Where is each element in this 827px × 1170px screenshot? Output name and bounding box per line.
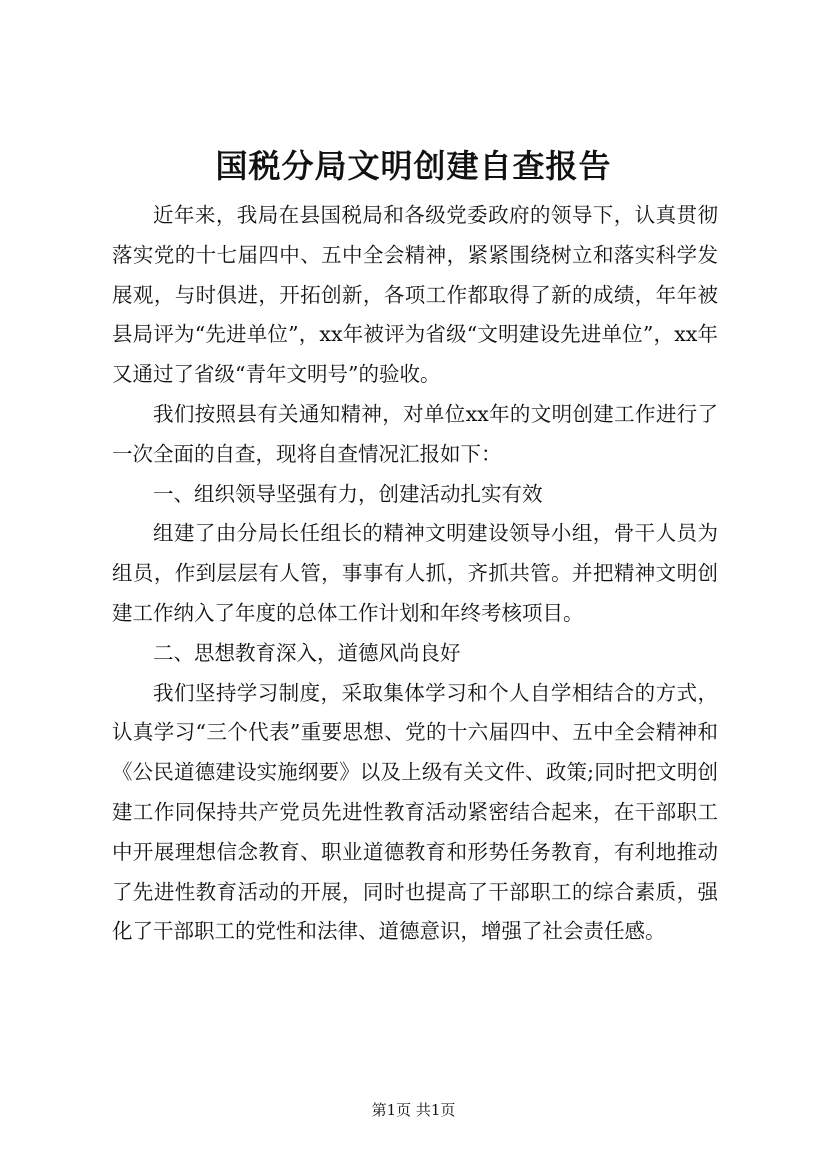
paragraph-intro: 近年来，我局在县国税局和各级党委政府的领导下，认真贯彻落实党的十七届四中、五中全会精神，紧紧围绕树立和落实科学发展观，与时俱进，开拓创新，各项工作都取得了新的成绩，年年被县局评为“先进单位”，xx年被评为省级“文明建设先进单位”，xx年又通过了省级“青年文明号”的验收。 [112,203,718,387]
section-heading-1: 一、组织领导坚强有力，创建活动扎实有效 [153,481,543,506]
paragraph-self-check: 我们按照县有关通知精神，对单位xx年的文明创建工作进行了一次全面的自查，现将自查情况汇报如下： [112,401,718,466]
document-title: 国税分局文明创建自查报告 [215,147,612,185]
paragraph-section-1: 组建了由分局长任组长的精神文明建设领导小组，骨干人员为组员，作到层层有人管，事事有人抓，齐抓共管。并把精神文明创建工作纳入了年度的总体工作计划和年终考核项目。 [112,521,718,625]
paragraph-section-2: 我们坚持学习制度，采取集体学习和个人自学相结合的方式，认真学习“三个代表”重要思想、党的十六届四中、五中全会精神和《公民道德建设实施纲要》以及上级有关文件、政策;同时把文明创建工作同保持共产党员先进性教育活动紧密结合起来，在干部职工中开展理想信念教育、职业道德教育和形势任务教育，有利地推动了先进性教育活动的开展，同时也提高了干部职工的综合素质，强化了干部职工的党性和法律、道德意识，增强了社会责任感。 [112,680,718,944]
document-body [112,196,718,952]
page-footer: 第1页 共1页 [371,1101,456,1119]
section-heading-2: 二、思想教育深入，道德风尚良好 [153,640,461,665]
